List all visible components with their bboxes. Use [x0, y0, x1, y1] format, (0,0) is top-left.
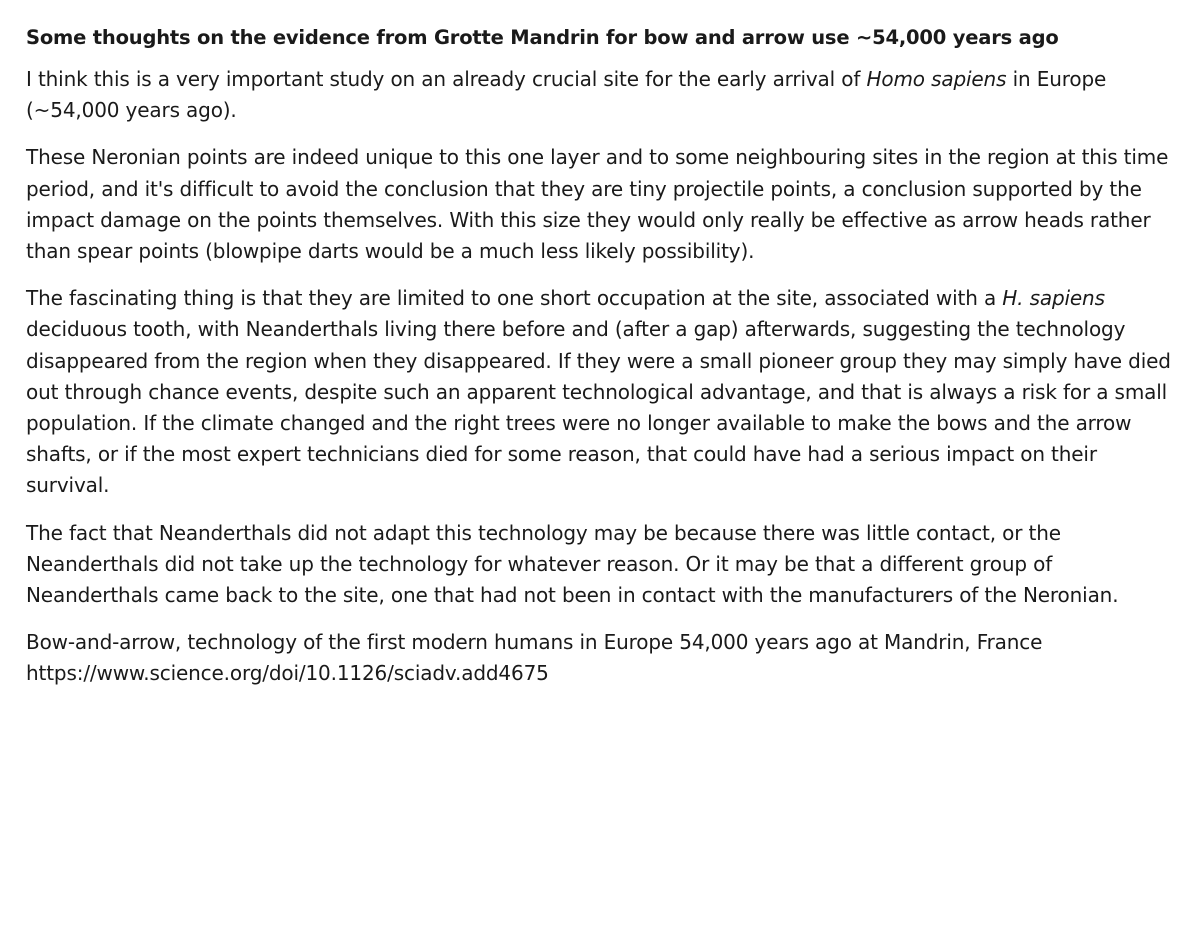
document-title: Some thoughts on the evidence from Grotte Mandrin for bow and arrow use ~54,000 years ago: [26, 26, 1059, 49]
paragraph-neanderthals: The fact that Neanderthals did not adapt this technology may be because there was little contact, or the Neanderthals did not take up the technology for whatever reason. Or it may be that a different group of Neanderthals came back to the site, one that had not been in contact with the manufacturers of the Neronian.: [26, 520, 1119, 608]
paragraph-intro-text-c: in Europe (~54,000 years ago).: [26, 67, 1107, 123]
paragraph-occupation-text-c: deciduous tooth, with Neanderthals living there before and (after a gap) afterwards, suggesting the technology disappeared from the region when they disappeared. If they were a small pioneer group they may simply have died out through chance events, despite such an apparent technological advantage, and that is always a risk for a small population. If the climate changed and the right trees were no longer available to make the bows and the arrow shafts, or if the most expert technicians died for some reason, that could have had a serious impact on their survival.: [26, 317, 1171, 498]
paragraph-neronian-points: These Neronian points are indeed unique to this one layer and to some neighbouring sites in the region at this time period, and it's difficult to avoid the conclusion that they are tiny projectile points, a conclusion supported by the impact damage on the points themselves. With this size they would only really be effective as arrow heads rather than spear points (blowpipe darts would be a much less likely possibility).: [26, 145, 1169, 264]
reference-text: Bow-and-arrow, technology of the first modern humans in Europe 54,000 years ago at Mandrin, France: [26, 630, 1055, 655]
paragraph-occupation-species: H. sapiens: [1002, 286, 1105, 311]
paragraph-intro-species: Homo sapiens: [866, 67, 1007, 91]
document-body: [26, 20, 1176, 706]
reference-url[interactable]: https://www.science.org/doi/10.1126/sciadv.add4675: [26, 661, 549, 686]
paragraph-intro-text-a: I think this is a very important study on an already crucial site for the early arrival of: [26, 67, 867, 91]
paragraph-occupation: [26, 283, 1176, 501]
paragraph-occupation-text-a: The fascinating thing is that they are limited to one short occupation at the site, associated with a: [26, 286, 1003, 311]
paragraph-intro: [26, 64, 1176, 126]
paragraph-reference: [26, 627, 1176, 689]
